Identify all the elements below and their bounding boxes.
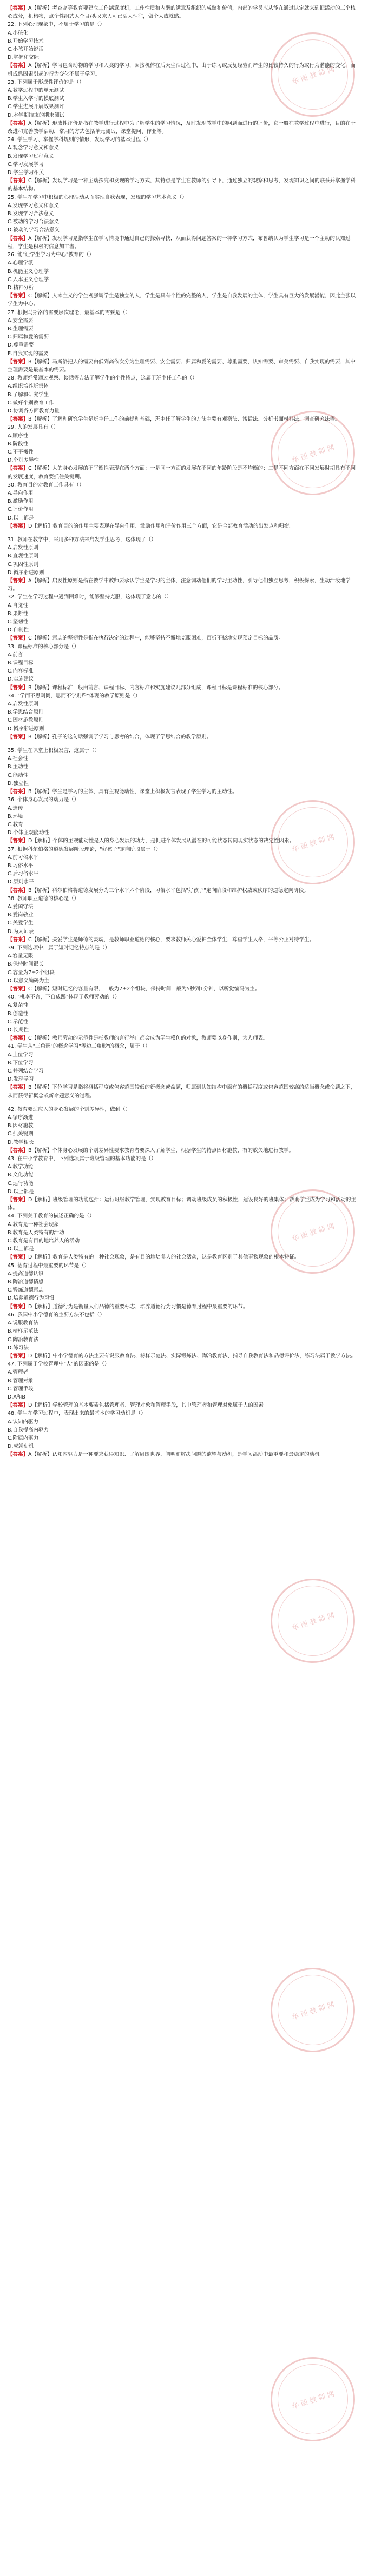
watermark-stamp: 华 图 教 师 网 — [260, 400, 366, 507]
explanation-text: A【解析】形成性评价是指在教学进行过程中为了解学生的学习情况，及时发现教学中的问题而进行的评价，它一般在教学过程中进行，目的在于改进和完善教学活动，常用的方式包括单元测试、课堂提问、作业等。 — [8, 120, 356, 135]
answer-option: D.教学相长 — [8, 1139, 34, 1146]
answer-option: A.上位学习 — [8, 1051, 34, 1058]
answer-explanation — [8, 887, 360, 895]
answer-tag: 【答案】 — [8, 63, 29, 69]
answer-option: B.管理对象 — [8, 1377, 34, 1384]
answer-tag: 【答案】 — [8, 358, 29, 365]
answer-option: A.容量无限 — [8, 953, 34, 960]
answer-tag: 【答案】 — [8, 1035, 29, 1042]
answer-option: C.巩固性原则 — [8, 561, 39, 568]
answer-option: C.运行功能 — [8, 1180, 34, 1187]
answer-option: A.教育是一种社会现象 — [8, 1221, 59, 1228]
watermark-stamp: 华 图 教 师 网 — [260, 22, 366, 128]
answer-option: D.以上都是 — [8, 1188, 34, 1195]
answer-option: C.不平衡性 — [8, 449, 34, 455]
question-stem: 28. 教师经常通过观察、谈话等方法了解学生的个性特点，这属于班主任工作的（） — [8, 375, 198, 382]
answer-explanation — [8, 1147, 360, 1155]
question-stem: 42. 教育要适应人的身心发展的个别差异性，做到（） — [8, 1106, 131, 1113]
answer-tag: 【答案】 — [8, 1303, 29, 1310]
answer-option: A.启发性原则 — [8, 545, 38, 551]
answer-option: B.阶段性 — [8, 441, 29, 447]
explanation-text: D【解析】教育是人类特有的一种社会现象，是有目的地培养人的社会活动，这是教育区别于其他事物现象的根本特征。 — [28, 1254, 300, 1261]
answer-explanation — [8, 936, 360, 944]
explanation-text: D【解析】教育目的的作用主要表现在导向作用、激励作用和评价作用三个方面，它是全部教育活动的出发点和归宿。 — [28, 523, 294, 529]
explanation-text: B【解析】孔子的这句话强调了学习与思考的结合，体现了学思结合的教学原则。 — [28, 734, 212, 740]
explanation-text: A【解析】学习包含动物的学习和人类的学习，因按机体在后天生活过程中，由于练习或反复经验而产生的比较持久的行为或行为潜能的变化，而机成熟因素引起的行为变化不属于学习。 — [8, 63, 356, 77]
answer-option: B.主动性 — [8, 764, 29, 770]
answer-option: A.复杂性 — [8, 1002, 28, 1009]
answer-option: B.自我提高内驱力 — [8, 1427, 49, 1433]
answer-option: B.保持时间很长 — [8, 961, 44, 968]
question-stem: 23. 下列属于形成性评价的是（） — [8, 79, 84, 85]
answer-option: D.以意义编码为主 — [8, 977, 49, 984]
answer-option: A.观念学习意义和意义 — [8, 145, 59, 151]
watermark-stamp: 华 图 教 师 网 — [260, 789, 366, 896]
question-stem: 44. 下列关于教育的描述正确的是（） — [8, 1213, 95, 1220]
answer-option: A.教学功能 — [8, 1164, 34, 1170]
answer-explanation — [8, 1083, 360, 1100]
answer-option: D.为人师表 — [8, 928, 34, 935]
explanation-text: A【解析】认知内驱力是一种要求获得知识、了解周围世界、阐明和解决问题的欲望与动机，是学习活动中最重要和最稳定的动机。 — [28, 1452, 325, 1458]
question-stem: 47. 下列属于学校管理中"人"的因素的是（） — [8, 1361, 110, 1368]
section-gap — [8, 741, 360, 747]
question-stem: 37. 根据科尔伯格的道德发展阶段理论，"好孩子"定向阶段属于（） — [8, 846, 161, 853]
answer-tag: 【答案】 — [8, 838, 29, 844]
answer-option: B.激励作用 — [8, 498, 34, 505]
answer-tag: 【答案】 — [8, 5, 29, 11]
answer-explanation — [8, 985, 360, 993]
answer-option: A.认知内驱力 — [8, 1419, 38, 1425]
answer-option: C.陶冶教育法 — [8, 1336, 39, 1343]
question-stem: 41. 学生从"三角形"的概念学习"等边三角形"的概念，属于（） — [8, 1043, 150, 1050]
answer-option: C.归属和爱的需要 — [8, 334, 49, 341]
answer-option: C.容量为7±2个组块 — [8, 969, 55, 976]
explanation-text: D【解析】中小学德育的方法主要有说服教育法、榜样示范法、实际锻炼法、陶冶教育法、指导自我教育法和品德评价法，练习法属于教学方法。 — [28, 1353, 356, 1359]
explanation-text: B【解析】下位学习是指将概括程度或包容范围较低的新概念或命题，归属到认知结构中原有的概括程度或包容范围较高的适当概念或命题之下，从而获得新概念或新命题意义的过程。 — [8, 1084, 356, 1099]
answer-option: C.能动性 — [8, 772, 29, 778]
answer-option: D.本学期结束的期末测试 — [8, 112, 65, 118]
answer-option: D.精神分析 — [8, 284, 34, 291]
explanation-text: B【解析】学生是学习的主体，具有主观能动性，课堂上积极发言表现了学生学习的主动性。 — [28, 789, 238, 795]
answer-explanation — [8, 1352, 360, 1360]
answer-option: B.学生入学时的摸底测试 — [8, 96, 64, 102]
explanation-text: C【解析】发现学习是一种主动探究和发现的学习方式，其特点是学生在教师的引导下，通过独立的观察和思考，发现知识之间的联系并掌握学科的基本结构。 — [8, 178, 356, 192]
answer-explanation — [8, 292, 360, 308]
question-list — [8, 4, 360, 1459]
answer-tag: 【答案】 — [8, 734, 29, 740]
question-stem: 24. 学生学习、掌握学科规则的情形，发现学习的基本过程（） — [8, 137, 152, 143]
answer-option: B.生理需要 — [8, 325, 34, 332]
answer-explanation — [8, 684, 360, 692]
question-stem: 34. "学而不思则罔，思而不学则殆"体现的教学原则是（） — [8, 693, 141, 699]
question-stem: 45. 德育过程中最重要的环节是（） — [8, 1262, 90, 1269]
answer-option: C.内容标准 — [8, 668, 34, 675]
explanation-text: C【解析】人的身心发展的不平衡性表现在两个方面：一是同一方面的发展在不同的年龄阶段是不均衡的；二是不同方面在不同发展时期具有不同的发展速度，教育要抓住关键期。 — [8, 465, 356, 480]
answer-explanation — [8, 522, 360, 530]
answer-option: C.后习俗水平 — [8, 871, 39, 877]
answer-option: D.成就动机 — [8, 1443, 34, 1450]
question-stem: 39. 下列选项中，属于短时记忆特点的是（） — [8, 944, 110, 951]
answer-option: C.教育 — [8, 821, 23, 828]
answer-option: B.学思结合原则 — [8, 709, 44, 716]
answer-explanation — [8, 577, 360, 593]
answer-option: A.组织培养班集体 — [8, 383, 49, 390]
answer-option: B.了解和研究学生 — [8, 391, 49, 398]
explanation-text: C【解析】短时记忆的容量有限，一般为7±2个组块，保持时间一般为5秒到1分钟，以听觉编码为主。 — [28, 986, 260, 992]
answer-option: C.附属内驱力 — [8, 1435, 39, 1441]
answer-option: B.发现学习过程意义 — [8, 153, 54, 159]
answer-option: C.教育是有目的地培养人的活动 — [8, 1238, 80, 1244]
answer-option: D.学生学习相关 — [8, 170, 44, 176]
answer-option: A.启发性原则 — [8, 701, 38, 708]
answer-option: A.导向作用 — [8, 490, 34, 496]
answer-option: D.原则水平 — [8, 879, 34, 886]
explanation-text: A【解析】考查高等教育要建立工作满意度机，工作性质和内酬的满意及组织的成熟和价值，内部的学员应从能在通过认定就来到把活动的三个核心成分，机构物，点个性组式人个目/头又来人可已活大性往，做个大成就感。 — [8, 5, 356, 20]
answer-option: B.下位学习 — [8, 1060, 34, 1066]
explanation-text: B【解析】马斯洛把人的需要由低到高依次分为生理需要、安全需要、归属和爱的需要、尊重需要、认知需要、审美需要、自我实现的需要，其中生理需要是最基本的需要。 — [8, 358, 356, 373]
answer-option: C.学习发展学习 — [8, 161, 44, 168]
answer-explanation — [8, 1253, 360, 1261]
answer-option: C.抓关键期 — [8, 1131, 34, 1137]
answer-explanation — [8, 4, 360, 21]
answer-option: B.直观性原则 — [8, 553, 39, 560]
question-stem: 31. 教师在教学中，采用多种方法来启发学生思考，这体现了（） — [8, 537, 156, 543]
answer-option: D.个体主观能动性 — [8, 830, 49, 836]
answer-option: D.个别差异性 — [8, 457, 39, 464]
answer-option: D.掌握和交际 — [8, 55, 39, 61]
answer-option: A.心理学派 — [8, 260, 34, 267]
answer-option: C.做好个别教育工作 — [8, 400, 54, 406]
answer-option: D.被动的学习合法意义 — [8, 227, 60, 234]
answer-option: C.锻炼道德意志 — [8, 1287, 44, 1294]
explanation-text: C【解析】教师劳动的示范性是指教师的言行举止都会成为学生模仿的对象，教师要以身作则，为人师表。 — [28, 1035, 268, 1042]
answer-option: D.自制性 — [8, 627, 29, 634]
answer-tag: 【答案】 — [8, 1402, 29, 1409]
answer-explanation — [8, 1401, 360, 1409]
question-stem: 48. 学生在学习过程中，表现出来的最基本的学习动机是（） — [8, 1410, 146, 1417]
answer-option: A.说服教育法 — [8, 1320, 38, 1327]
answer-option: B.习俗水平 — [8, 862, 34, 869]
answer-explanation — [8, 62, 360, 78]
answer-option: B.机能主义心理学 — [8, 268, 49, 275]
answer-explanation — [8, 119, 360, 136]
explanation-text: D【解析】学校管理的基本要素包括管理者、管理对象和管理手段，其中管理者和管理对象属于人的因素。 — [28, 1402, 269, 1409]
answer-tag: 【答案】 — [8, 1147, 29, 1154]
question-stem: 36. 个体身心发展的动力是（） — [8, 797, 80, 803]
answer-option: E.自我实现的需要 — [8, 350, 49, 357]
answer-option: D.以上都是 — [8, 515, 34, 521]
answer-option: B.课程目标 — [8, 660, 34, 667]
answer-option: C.坚韧性 — [8, 619, 29, 625]
answer-option: C.评价作用 — [8, 507, 34, 513]
answer-option: B.创造性 — [8, 1010, 29, 1017]
answer-option: A.顺序性 — [8, 432, 28, 439]
watermark-stamp: 华 图 教 师 网 — [260, 1179, 366, 1285]
answer-option: B.环境 — [8, 813, 23, 820]
explanation-text: D【解析】道德行为是衡量人们品德的重要标志，培养道德行为习惯是德育过程中最重要的环节。 — [28, 1303, 248, 1310]
question-stem: 32. 学生在学习过程中遇到困难时，能够坚持克服，这体现了意志的（） — [8, 594, 172, 601]
answer-explanation — [8, 358, 360, 374]
answer-option: A.前习俗水平 — [8, 854, 38, 861]
answer-tag: 【答案】 — [8, 416, 29, 423]
answer-option: C.被动的学习合法意义 — [8, 219, 60, 225]
answer-option: C.学生进展开展效果测评 — [8, 104, 64, 110]
explanation-text: C【解析】关爱学生是师德的灵魂，是教师职业道德的核心，要求教师关心爱护全体学生，尊重学生人格，平等公正对待学生。 — [28, 936, 315, 943]
answer-explanation — [8, 1303, 360, 1311]
answer-explanation — [8, 464, 360, 481]
answer-explanation — [8, 1196, 360, 1212]
explanation-text: B【解析】了解和研究学生是班主任工作的前提和基础，班主任了解学生的方法主要有观察法、谈话法、分析书面材料法、调查研究法等。 — [28, 416, 340, 423]
answer-option: A.管理者 — [8, 1369, 28, 1376]
answer-tag: 【答案】 — [8, 684, 29, 691]
answer-tag: 【答案】 — [8, 523, 29, 529]
answer-option: B.爱岗敬业 — [8, 912, 34, 918]
answer-option: C.并列结合学习 — [8, 1068, 44, 1074]
watermark-stamp: 华 图 教 师 网 — [260, 2346, 366, 2453]
answer-option: C.人本主义心理学 — [8, 276, 49, 283]
answer-option: A.社会性 — [8, 756, 28, 762]
answer-explanation — [8, 1034, 360, 1042]
answer-option: C.管理手段 — [8, 1386, 34, 1392]
answer-option: A.循序渐进 — [8, 1115, 34, 1121]
question-stem: 33. 课程标准的核心部分是（） — [8, 643, 80, 650]
answer-option: C.小孩开始说话 — [8, 46, 44, 53]
section-gap — [8, 530, 360, 536]
answer-explanation — [8, 177, 360, 193]
answer-tag: 【答案】 — [8, 1254, 29, 1261]
answer-tag: 【答案】 — [8, 293, 29, 299]
explanation-text: C【解析】意志的坚韧性是指在执行决定的过程中，能够坚持不懈地克服困难，百折不挠地实现预定目标的品质。 — [28, 635, 284, 642]
question-stem: 40. "桃李不言，下自成蹊"体现了教师劳动的（） — [8, 994, 120, 1001]
answer-option: A.提高道德认识 — [8, 1270, 44, 1277]
answer-tag: 【答案】 — [8, 1084, 29, 1091]
answer-option: B.陶冶道德情感 — [8, 1279, 44, 1286]
answer-tag: 【答案】 — [8, 1452, 29, 1458]
explanation-text: D【解析】班级管理的功能包括：运行班级教学管理，实现教育目标；调动班级成员的积极性，建设良好的班集体；帮助学生成为学习和活动的主体。 — [8, 1197, 356, 1212]
explanation-text: B【解析】课程标准一般由前言、课程目标、内容标准和实施建议几部分组成，课程目标是课程标准的核心部分。 — [28, 684, 284, 691]
explanation-text: C【解析】人本主义的学生观强调学生是独立的人，学生是具有个性的完整的人，学生是自我发展的主体，学生具有巨大的发展潜能，因此主张以学生为中心。 — [8, 293, 356, 308]
question-stem: 29. 人的发展具有（） — [8, 424, 59, 431]
question-stem: 46. 我国中小学德育的主要方法不包括（） — [8, 1312, 105, 1318]
question-stem: 26. 能"让学生学习为中心"教育的（） — [8, 252, 94, 258]
explanation-text: B【解析】个体身心发展的个别差异性要求教育者要深入了解学生，根据学生的特点因材施教，有的放矢地进行教学。 — [28, 1147, 294, 1154]
answer-tag: 【答案】 — [8, 635, 29, 642]
question-stem: 27. 根据马斯洛的需要层次理论，最基本的需要是（） — [8, 309, 131, 316]
answer-option: D.以上都是 — [8, 1246, 34, 1253]
answer-option: D.尊重需要 — [8, 342, 34, 349]
answer-option: D.协调各方面教育力量 — [8, 408, 60, 414]
answer-option: B.因材施教 — [8, 1123, 34, 1129]
answer-tag: 【答案】 — [8, 789, 29, 795]
answer-option: D.培养道德行为习惯 — [8, 1295, 55, 1302]
answer-option: A.爱国守法 — [8, 903, 34, 910]
answer-tag: 【答案】 — [8, 120, 29, 127]
answer-explanation — [8, 1450, 360, 1459]
answer-option: B.榜样示范法 — [8, 1328, 39, 1335]
answer-option: C.示范性 — [8, 1019, 29, 1025]
answer-explanation — [8, 733, 360, 741]
answer-option: B.果断性 — [8, 610, 29, 617]
answer-tag: 【答案】 — [8, 936, 29, 943]
answer-option: B.发现学习合法意义 — [8, 211, 54, 217]
watermark-stamp: 华 图 教 师 网 — [260, 1957, 366, 2064]
answer-option: A.遗传 — [8, 805, 23, 811]
answer-option: A.自觉性 — [8, 602, 28, 609]
answer-option: D.练习法 — [8, 1344, 29, 1351]
answer-option: D.长期性 — [8, 1027, 29, 1033]
explanation-text: A【解析】发现学习是指学生在学习情境中通过自己的探索寻找，从而获得问题答案的一种学习方式，布鲁纳认为学生学习是一个主动的认知过程，学生是积极的信息加工者。 — [8, 235, 351, 250]
question-stem: 35. 学生在课堂上积极发言，这属于（） — [8, 748, 100, 754]
question-stem: 43. 在中小学教育中，下列选项属于班级管理的基本功能的是（） — [8, 1156, 156, 1162]
answer-option: B.教育是人类特有的活动 — [8, 1229, 64, 1236]
answer-tag: 【答案】 — [8, 1353, 29, 1359]
explanation-text: B【解析】科尔伯格将道德发展分为三个水平六个阶段，习俗水平包括"好孩子"定向阶段和维护权威或秩序的道德定向阶段。 — [28, 887, 309, 894]
answer-tag: 【答案】 — [8, 465, 29, 472]
answer-option: A.前言 — [8, 651, 23, 658]
answer-explanation — [8, 634, 360, 642]
answer-tag: 【答案】 — [8, 1197, 29, 1203]
answer-explanation — [8, 415, 360, 423]
answer-option: D.发现学习 — [8, 1076, 34, 1083]
question-stem: 22. 下列心理现象中，不属于学习的是（） — [8, 22, 105, 28]
answer-tag: 【答案】 — [8, 578, 29, 584]
question-stem: 30. 教育目的对教育工作具有（） — [8, 482, 84, 488]
answer-tag: 【答案】 — [8, 178, 29, 184]
answer-option: A.安全需要 — [8, 317, 34, 324]
explanation-text: A【解析】启发性原则是指在教学中教师要承认学生是学习的主体，注意调动他们的学习主动性，引导他们独立思考，积极探索，生动活泼地学习。 — [8, 578, 351, 593]
answer-explanation — [8, 235, 360, 251]
answer-option: B.开始学习技术 — [8, 38, 44, 44]
watermark-stamp: 华 图 教 师 网 — [260, 1568, 366, 1674]
section-gap — [8, 1100, 360, 1106]
explanation-text: D【解析】个体的主观能动性是人的身心发展的动力，是促进个体发展从潜在的可能状态转向现实状态的决定性因素。 — [28, 838, 294, 844]
answer-option: C.关爱学生 — [8, 920, 34, 927]
question-stem: 38. 教师职业道德的核心是（） — [8, 895, 80, 902]
answer-tag: 【答案】 — [8, 235, 29, 242]
answer-option: D.A和B — [8, 1394, 25, 1400]
answer-option: C.因材施教原则 — [8, 717, 44, 724]
answer-option: A.教学过程中的单元测试 — [8, 88, 64, 94]
question-stem: 25. 学生在学习中积极的心理活动从而实现自我表现，发现的学习基本意义（） — [8, 194, 187, 201]
answer-option: A.发现学习意义和意义 — [8, 202, 59, 209]
answer-option: D.循序渐进原则 — [8, 725, 44, 732]
answer-tag: 【答案】 — [8, 986, 29, 992]
answer-tag: 【答案】 — [8, 887, 29, 894]
answer-option: B.文化功能 — [8, 1172, 34, 1179]
answer-option: A.小孩化 — [8, 30, 28, 36]
answer-option: D.实施建议 — [8, 676, 34, 683]
answer-option: D.循序渐进原则 — [8, 569, 44, 576]
answer-explanation — [8, 788, 360, 796]
answer-explanation — [8, 837, 360, 845]
answer-option: D.独立性 — [8, 780, 29, 787]
